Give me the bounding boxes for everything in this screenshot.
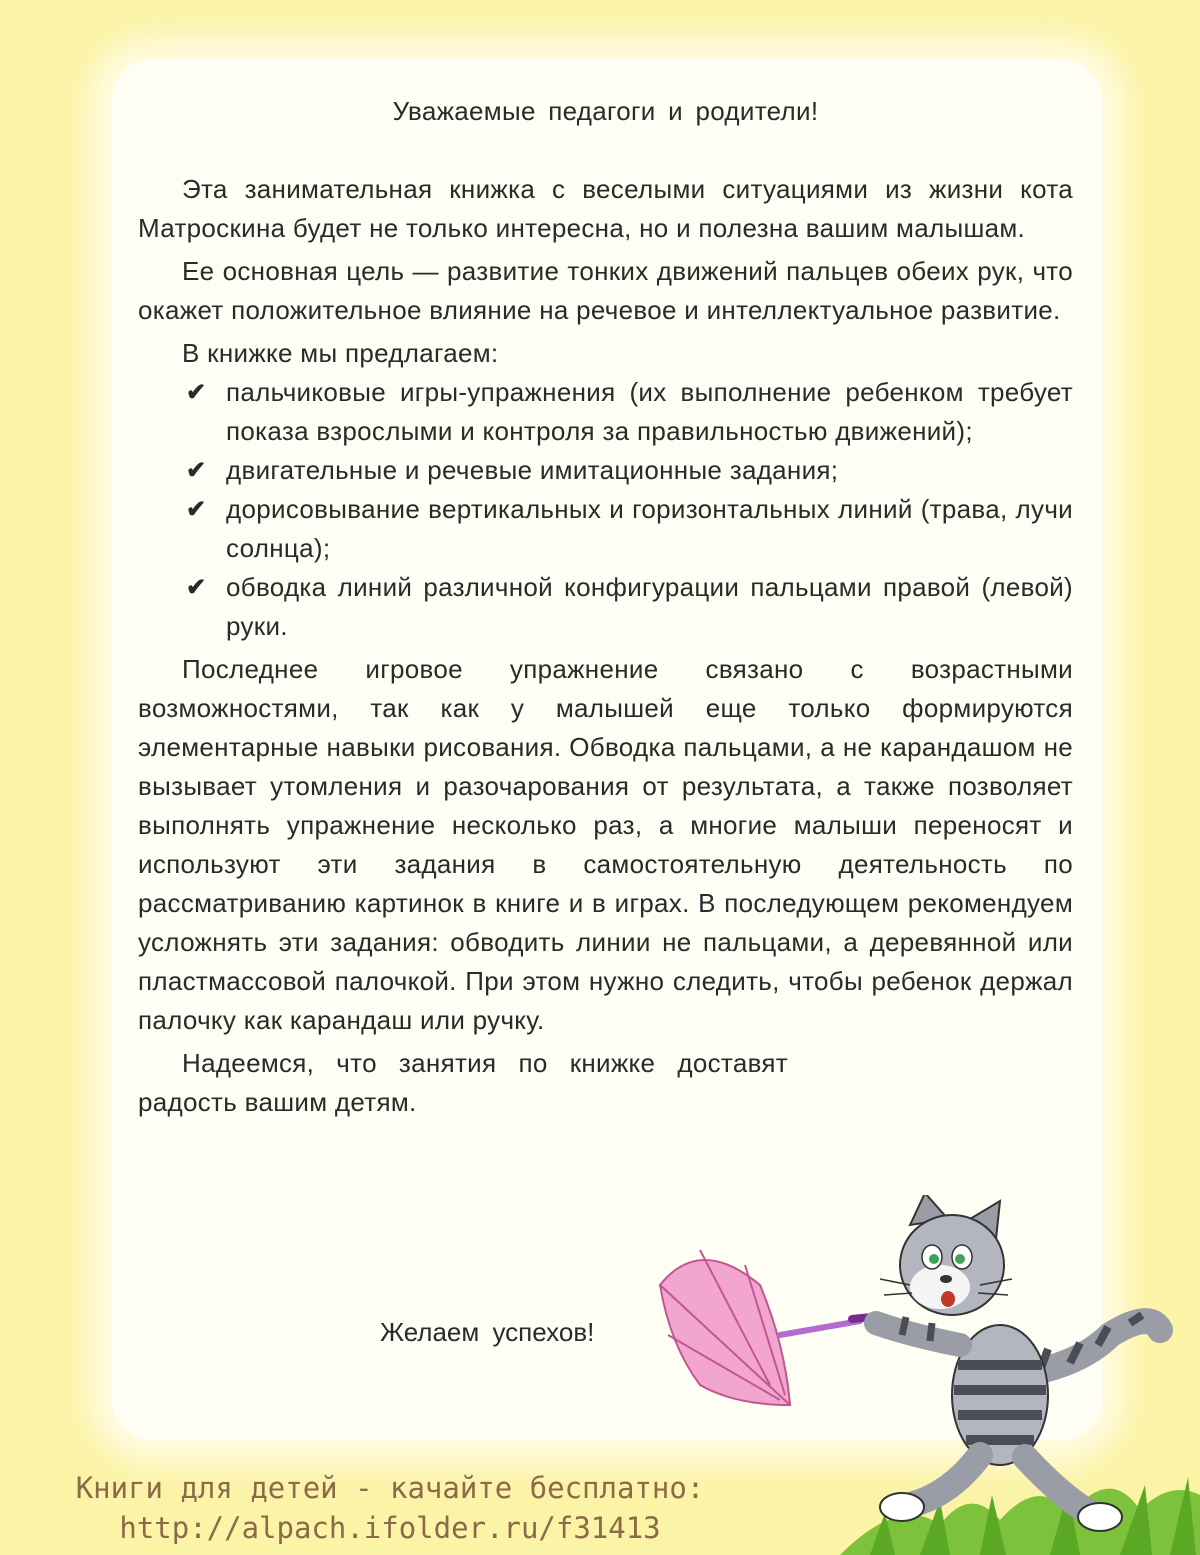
list-item-text: пальчиковые игры-упражнения (их выполнение ребенком требует показа взрослыми и контроля за правильностью движений); [226, 377, 1073, 446]
list-item [138, 568, 1073, 646]
check-icon: ✔ [186, 496, 207, 523]
paragraph-closing: Надеемся, что занятия по книжке доставят радость вашим детям. [138, 1048, 788, 1117]
cat-icon [876, 1195, 1160, 1531]
check-icon: ✔ [186, 379, 207, 406]
offer-list [138, 373, 1073, 646]
check-icon: ✔ [186, 457, 207, 484]
list-item-text: дорисовывание вертикальных и горизонтальных линий (трава, лучи солнца); [226, 494, 1073, 563]
paragraph-details: Последнее игровое упражнение связано с возрастными возможностями, так как у малышей еще только формируются элементарные навыки рисования. Обводка пальцами, а не карандашом не вызывает утомления и разочарования от результата, а также позволяет выполнять упражнение несколько раз, а многие малыши переносят и используют эти задания в самостоятельную деятельность по рассматриванию картинок в книге и в играх. В последующем рекомендуем усложнять эти задания: обводить линии не пальцами, а деревянной или пластмассовой палочкой. При этом нужно следить, чтобы ребенок держал палочку как карандаш или ручку. [138, 654, 1073, 1035]
paragraph-offer: В книжке мы предлагаем: [182, 338, 499, 368]
check-icon: ✔ [186, 574, 207, 601]
paragraph-intro: Эта занимательная книжка с веселыми ситуациями из жизни кота Матроскина будет не только интересна, но и полезна вашим малышам. [138, 174, 1073, 243]
list-item-text: обводка линий различной конфигурации пальцами правой (левой) руки. [226, 572, 1073, 641]
paragraph-goal: Ее основная цель — развитие тонких движений пальцев обеих рук, что окажет положительное влияние на речевое и интеллектуальное развитие. [138, 256, 1073, 325]
list-item [138, 373, 1073, 451]
watermark-line-1: Книги для детей - качайте бесплатно: [75, 1471, 705, 1505]
letter-title: Уважаемые педагоги и родители! [392, 96, 819, 126]
list-item [138, 490, 1073, 568]
closing-wish: Желаем успехов! [380, 1317, 595, 1347]
watermark [0, 1468, 780, 1548]
watermark-url: http://alpach.ifolder.ru/f31413 [119, 1511, 661, 1545]
umbrella-icon [660, 1250, 872, 1405]
list-item-text: двигательные и речевые имитационные задания; [226, 455, 839, 485]
list-item [138, 451, 1073, 490]
letter-body [138, 92, 1073, 1122]
